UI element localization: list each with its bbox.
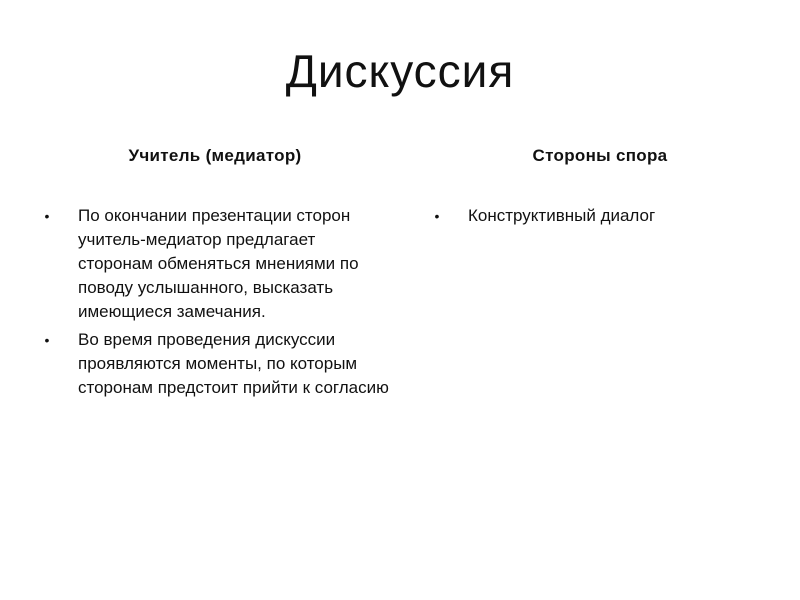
bullet-item [40,204,390,324]
bullet-item [430,204,770,228]
left-bullet-list [40,204,390,400]
bullet-icon: • [44,208,50,224]
slide-title: Дискуссия [285,45,515,97]
left-column [40,146,390,404]
right-column [430,146,770,232]
bullet-text: Во время проведения дискуссии проявляются моменты, по которым сторонам предстоит прийти к согласию [78,330,389,397]
left-column-header: Учитель (медиатор) [128,146,302,165]
bullet-text: Конструктивный диалог [468,206,656,225]
bullet-text: По окончании презентации сторон учитель-медиатор предлагает сторонам обменяться мнениями по поводу услышанного, высказать имеющиеся замечания. [78,206,359,321]
bullet-item [40,328,390,400]
bullet-icon: • [44,332,50,348]
right-column-header: Стороны спора [532,146,668,165]
bullet-icon: • [434,208,440,224]
right-bullet-list [430,204,770,228]
